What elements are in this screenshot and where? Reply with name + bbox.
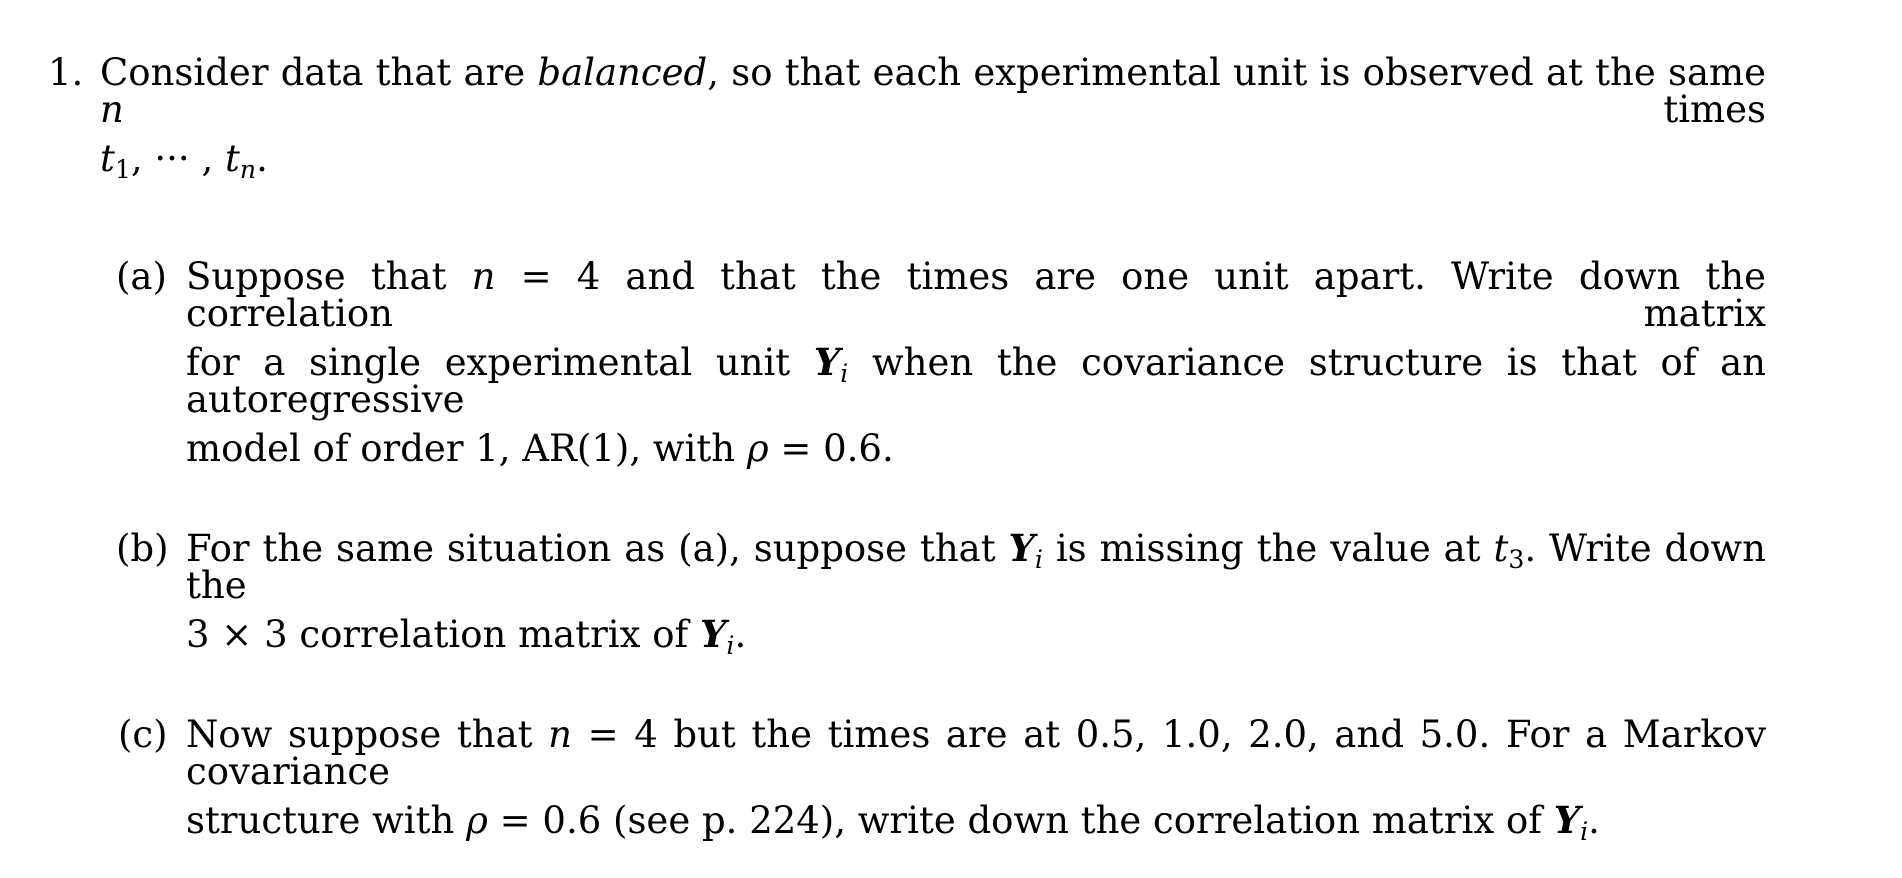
part-b-var-t: t bbox=[1493, 527, 1509, 570]
part-a-line-1 bbox=[186, 255, 1766, 335]
part-c-bold-Y: Y bbox=[1553, 798, 1581, 842]
part-a-var-n: n bbox=[471, 255, 496, 298]
intro-text-tail: times bbox=[123, 88, 1766, 131]
part-c-label: (c) bbox=[118, 713, 168, 756]
part-c-var-rho: ρ bbox=[466, 799, 488, 842]
part-b-sub-i: i bbox=[726, 631, 735, 661]
intro-period: . bbox=[256, 137, 268, 180]
part-c-sub-i: i bbox=[1580, 817, 1589, 847]
part-c-line-1 bbox=[186, 713, 1766, 793]
part-c-text: Now suppose that bbox=[186, 713, 549, 756]
part-c-text: = 0.6 (see p. 224), write down the correlation matrix of bbox=[487, 799, 1554, 842]
part-b-label: (b) bbox=[116, 527, 169, 570]
part-b-text: is missing the value at bbox=[1042, 527, 1494, 570]
intro-tn-sub: n bbox=[239, 155, 257, 185]
part-a-text: model of order 1, AR(1), with bbox=[186, 427, 747, 470]
intro-t1-sub: 1 bbox=[114, 155, 131, 185]
part-a-var-rho: ρ bbox=[746, 427, 769, 470]
part-b-sub-i: i bbox=[1034, 545, 1043, 575]
part-b-line-1 bbox=[186, 526, 1766, 607]
problem-number: 1. bbox=[48, 51, 84, 94]
part-c-text: = 4 but the times are at 0.5, 1.0, 2.0, and 5.0. For a Markov covariance bbox=[186, 713, 1766, 793]
part-a-text: when the covariance structure is that of an autoregressive bbox=[186, 341, 1766, 421]
part-c-line-2 bbox=[186, 798, 1600, 847]
part-b-t-sub: 3 bbox=[1508, 545, 1525, 575]
part-c-text: structure with bbox=[186, 799, 467, 842]
intro-var-n: n bbox=[100, 88, 124, 131]
part-a-line-3 bbox=[186, 427, 894, 470]
part-a-text: = 4 and that the times are one unit apart. Write down the correlation matrix bbox=[186, 255, 1766, 335]
part-b-text: For the same situation as (a), suppose that bbox=[186, 527, 1009, 570]
intro-line-2 bbox=[100, 137, 268, 185]
intro-ellipsis: , ··· , bbox=[130, 137, 225, 180]
part-a-sub-i: i bbox=[840, 359, 849, 389]
intro-text-after: , so that each experimental unit is observed at the same bbox=[707, 51, 1766, 94]
intro-tn: t bbox=[224, 137, 240, 180]
part-a-label: (a) bbox=[116, 255, 167, 298]
intro-text-before: Consider data that are bbox=[100, 51, 538, 94]
part-a-text: = 0.6. bbox=[768, 427, 894, 470]
part-a-text: for a single experimental unit bbox=[186, 341, 814, 384]
part-b-line-2 bbox=[186, 612, 747, 661]
part-a-line-2 bbox=[186, 340, 1766, 421]
part-b-text: 3 × 3 correlation matrix of bbox=[186, 613, 700, 656]
intro-t1: t bbox=[100, 137, 115, 180]
part-a-bold-Y: Y bbox=[813, 340, 841, 384]
intro-line-1 bbox=[100, 51, 1766, 131]
intro-emphasis: balanced bbox=[537, 51, 708, 94]
part-c-var-n: n bbox=[548, 713, 573, 756]
part-b-bold-Y: Y bbox=[1008, 526, 1035, 570]
part-b-bold-Y: Y bbox=[700, 612, 727, 656]
part-b-text: . Write down the bbox=[186, 527, 1766, 607]
part-b-text: . bbox=[734, 613, 747, 656]
part-a-text: Suppose that bbox=[186, 255, 472, 298]
part-c-text: . bbox=[1588, 799, 1600, 842]
